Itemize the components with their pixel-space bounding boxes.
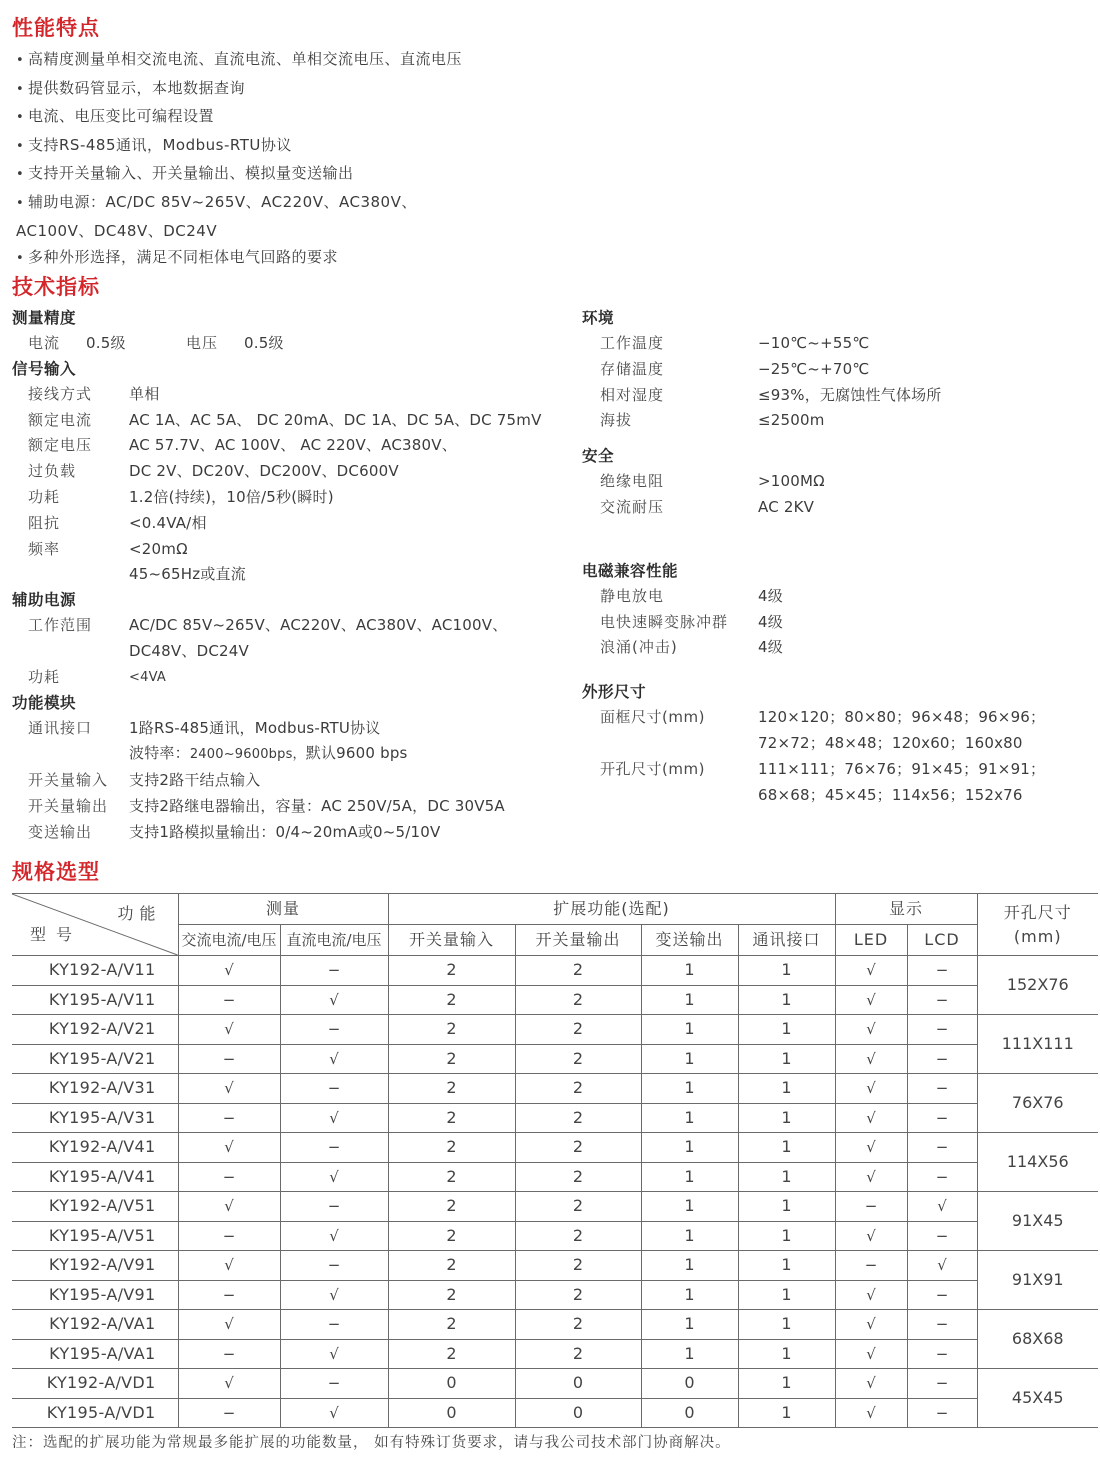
spec-row: 额定电压 AC 57.7V、AC 100V、 AC 220V、AC380V、 — [28, 436, 457, 455]
emc-title: 电磁兼容性能 — [582, 561, 679, 580]
ac-cell: √ — [178, 1192, 280, 1222]
led-cell: √ — [835, 1044, 907, 1074]
model-cell: KY195-A/VD1 — [12, 1398, 178, 1428]
led-cell: √ — [835, 1398, 907, 1428]
ac-cell: − — [178, 1044, 280, 1074]
dc-cell: − — [280, 1369, 388, 1399]
feature-item: • 多种外形选择，满足不同柜体电气回路的要求 — [16, 244, 576, 273]
specs-right-column — [582, 306, 1092, 808]
spec-row: 工作温度 −10℃~+55℃ — [600, 334, 870, 352]
led-cell: √ — [835, 1133, 907, 1163]
spec-row: 功耗 <4VA — [28, 667, 166, 686]
ao-cell: 1 — [641, 1015, 738, 1045]
lcd-cell: √ — [907, 1251, 977, 1281]
di-cell: 2 — [388, 956, 515, 986]
comm-cell: 1 — [738, 1162, 835, 1192]
dc-cell: √ — [280, 1162, 388, 1192]
spec-row: 开关量输出 支持2路继电器输出，容量：AC 250V/5A，DC 30V5A — [28, 796, 505, 815]
led-cell: − — [835, 1251, 907, 1281]
lcd-cell: − — [907, 1162, 977, 1192]
lcd-cell: − — [907, 1310, 977, 1340]
ao-cell: 0 — [641, 1398, 738, 1428]
do-cell: 2 — [515, 1251, 641, 1281]
model-cell: KY195-A/V51 — [12, 1221, 178, 1251]
lcd-cell: √ — [907, 1192, 977, 1222]
spec-row: 变送输出 支持1路模拟量输出：0/4~20mA或0~5/10V — [28, 822, 441, 841]
lcd-cell: − — [907, 1015, 977, 1045]
comm-cell: 1 — [738, 1103, 835, 1133]
spec-row: 阻抗 <0.4VA/相 — [28, 513, 207, 532]
comm-cell: 1 — [738, 985, 835, 1015]
header-cutout: 开孔尺寸 (mm) — [977, 894, 1098, 956]
signal-input-title: 信号输入 — [12, 359, 77, 378]
spec-row: 通讯接口 1路RS-485通讯，Modbus-RTU协议 — [28, 718, 381, 737]
header-diagonal-cell — [12, 894, 178, 956]
comm-cell: 1 — [738, 1192, 835, 1222]
do-cell: 2 — [515, 1015, 641, 1045]
di-cell: 2 — [388, 1133, 515, 1163]
ao-cell: 1 — [641, 1192, 738, 1222]
ao-cell: 1 — [641, 1162, 738, 1192]
cutout-cell: 68X68 — [977, 1310, 1098, 1369]
features-heading: 性能特点 — [12, 16, 100, 40]
di-cell: 2 — [388, 1192, 515, 1222]
table-row — [12, 1398, 1098, 1428]
di-cell: 2 — [388, 1074, 515, 1104]
spec-row: 额定电流 AC 1A、AC 5A、 DC 20mA、DC 1A、DC 5A、DC 75mV — [28, 410, 542, 429]
lcd-cell: − — [907, 956, 977, 986]
dc-cell: √ — [280, 1280, 388, 1310]
function-module-title: 功能模块 — [12, 693, 77, 712]
table-row — [12, 1310, 1098, 1340]
ac-cell: √ — [178, 956, 280, 986]
lcd-cell: − — [907, 985, 977, 1015]
comm-cell: 1 — [738, 1339, 835, 1369]
lcd-cell: − — [907, 1074, 977, 1104]
spec-row: 频率 <20mΩ — [28, 539, 188, 558]
di-cell: 2 — [388, 1044, 515, 1074]
ao-cell: 1 — [641, 1310, 738, 1340]
ac-cell: − — [178, 1339, 280, 1369]
di-cell: 2 — [388, 1015, 515, 1045]
spec-row: 开孔尺寸(mm) 111×111；76×76；91×45；91×91； — [600, 759, 1046, 778]
do-cell: 2 — [515, 1310, 641, 1340]
dc-cell: − — [280, 1015, 388, 1045]
ao-cell: 1 — [641, 1221, 738, 1251]
di-cell: 2 — [388, 1103, 515, 1133]
dc-cell: √ — [280, 1221, 388, 1251]
comm-cell: 1 — [738, 1310, 835, 1340]
spec-row: 接线方式 单相 — [28, 384, 160, 403]
led-cell: √ — [835, 1310, 907, 1340]
di-cell: 0 — [388, 1369, 515, 1399]
header-ao: 变送输出 — [641, 925, 738, 956]
spec-row: 过负载 DC 2V、DC20V、DC200V、DC600V — [28, 462, 399, 481]
led-cell: √ — [835, 1103, 907, 1133]
table-row — [12, 1162, 1098, 1192]
cutout-cell: 91X91 — [977, 1251, 1098, 1310]
do-cell: 2 — [515, 1103, 641, 1133]
header-comm: 通讯接口 — [738, 925, 835, 956]
ac-cell: − — [178, 1103, 280, 1133]
do-cell: 2 — [515, 1074, 641, 1104]
specs-left-column — [12, 306, 582, 846]
ac-cell: − — [178, 1280, 280, 1310]
ao-cell: 1 — [641, 1251, 738, 1281]
do-cell: 2 — [515, 1339, 641, 1369]
ac-cell: √ — [178, 1133, 280, 1163]
current-accuracy: 0.5级 — [86, 334, 126, 352]
table-row — [12, 1280, 1098, 1310]
di-cell: 2 — [388, 985, 515, 1015]
ac-cell: √ — [178, 1310, 280, 1340]
cutout-cell: 45X45 — [977, 1369, 1098, 1428]
spec-row: 68×68；45×45；114x56；152x76 — [758, 785, 1023, 804]
cutout-cell: 76X76 — [977, 1074, 1098, 1133]
led-cell: √ — [835, 1221, 907, 1251]
model-cell: KY192-A/VD1 — [12, 1369, 178, 1399]
spec-row: 工作范围 AC/DC 85V~265V、AC220V、AC380V、AC100V、 — [28, 616, 508, 635]
table-row — [12, 1192, 1098, 1222]
model-cell: KY195-A/V41 — [12, 1162, 178, 1192]
header-display: 显示 — [835, 894, 977, 925]
spec-row: 静电放电 4级 — [600, 586, 783, 605]
spec-row: 交流耐压 AC 2KV — [600, 497, 815, 516]
ac-cell: − — [178, 1398, 280, 1428]
table-row — [12, 1044, 1098, 1074]
bullet-icon: • — [16, 195, 25, 211]
accuracy-title: 测量精度 — [12, 309, 77, 327]
model-cell: KY195-A/V21 — [12, 1044, 178, 1074]
dc-cell: √ — [280, 1398, 388, 1428]
do-cell: 2 — [515, 956, 641, 986]
specs-heading: 技术指标 — [12, 275, 100, 299]
ao-cell: 1 — [641, 1133, 738, 1163]
dc-cell: − — [280, 1133, 388, 1163]
dc-cell: − — [280, 1192, 388, 1222]
comm-cell: 1 — [738, 1251, 835, 1281]
led-cell: √ — [835, 1162, 907, 1192]
feature-item: • 提供数码管显示，本地数据查询 — [16, 75, 576, 104]
table-row — [12, 1339, 1098, 1369]
dc-cell: − — [280, 1310, 388, 1340]
table-row — [12, 1251, 1098, 1281]
di-cell: 2 — [388, 1280, 515, 1310]
header-lcd: LCD — [907, 925, 977, 956]
dimensions-title: 外形尺寸 — [582, 683, 647, 702]
model-cell: KY195-A/VA1 — [12, 1339, 178, 1369]
safety-title: 安全 — [582, 447, 615, 466]
bullet-icon: • — [16, 167, 25, 183]
ac-cell: − — [178, 1221, 280, 1251]
header-do: 开关量输出 — [515, 925, 641, 956]
header-dc: 直流电流/电压 — [280, 925, 388, 956]
bullet-icon: • — [16, 251, 25, 267]
led-cell: √ — [835, 1369, 907, 1399]
spec-row: 波特率：2400~9600bps，默认9600 bps — [129, 744, 408, 763]
header-function: 功能 — [117, 904, 162, 923]
comm-cell: 1 — [738, 1074, 835, 1104]
table-row — [12, 1103, 1098, 1133]
model-cell: KY192-A/V51 — [12, 1192, 178, 1222]
lcd-cell: − — [907, 1280, 977, 1310]
lcd-cell: − — [907, 1044, 977, 1074]
comm-cell: 1 — [738, 956, 835, 986]
features-list — [16, 46, 576, 273]
model-cell: KY192-A/V21 — [12, 1015, 178, 1045]
dc-cell: √ — [280, 985, 388, 1015]
table-row — [12, 1221, 1098, 1251]
led-cell: − — [835, 1192, 907, 1222]
feature-item-continuation: AC100V、DC48V、DC24V — [16, 221, 218, 240]
led-cell: √ — [835, 1280, 907, 1310]
comm-cell: 1 — [738, 1133, 835, 1163]
ao-cell: 1 — [641, 956, 738, 986]
cutout-cell: 91X45 — [977, 1192, 1098, 1251]
voltage-label: 电压 — [186, 334, 219, 352]
dc-cell: √ — [280, 1044, 388, 1074]
feature-item: • 支持开关量输入、开关量输出、模拟量变送输出 — [16, 160, 576, 189]
model-cell: KY192-A/VA1 — [12, 1310, 178, 1340]
table-row — [12, 1074, 1098, 1104]
header-ac: 交流电流/电压 — [178, 925, 280, 956]
ao-cell: 0 — [641, 1369, 738, 1399]
table-row — [12, 956, 1098, 986]
ac-cell: √ — [178, 1015, 280, 1045]
spec-row: 存储温度 −25℃~+70℃ — [600, 359, 870, 378]
ao-cell: 1 — [641, 1339, 738, 1369]
led-cell: √ — [835, 956, 907, 986]
model-cell: KY195-A/V91 — [12, 1280, 178, 1310]
comm-cell: 1 — [738, 1015, 835, 1045]
comm-cell: 1 — [738, 1044, 835, 1074]
cutout-cell: 152X76 — [977, 956, 1098, 1015]
spec-row: 开关量输入 支持2路干结点输入 — [28, 771, 261, 790]
lcd-cell: − — [907, 1339, 977, 1369]
dc-cell: − — [280, 956, 388, 986]
di-cell: 2 — [388, 1251, 515, 1281]
model-cell: KY195-A/V31 — [12, 1103, 178, 1133]
do-cell: 2 — [515, 1133, 641, 1163]
do-cell: 2 — [515, 1221, 641, 1251]
led-cell: √ — [835, 1339, 907, 1369]
current-label: 电流 — [28, 334, 61, 352]
spec-row: DC48V、DC24V — [129, 641, 249, 660]
cutout-cell: 111X111 — [977, 1015, 1098, 1074]
header-model: 型号 — [30, 925, 83, 944]
model-cell: KY192-A/V11 — [12, 956, 178, 986]
table-row — [12, 1369, 1098, 1399]
do-cell: 0 — [515, 1398, 641, 1428]
header-measure: 测量 — [178, 894, 388, 925]
ac-cell: √ — [178, 1369, 280, 1399]
comm-cell: 1 — [738, 1369, 835, 1399]
header-led: LED — [835, 925, 907, 956]
footnote: 注：选配的扩展功能为常规最多能扩展的功能数量， 如有特殊订货要求，请与我公司技术部门协商解决。 — [12, 1435, 731, 1451]
spec-row: 72×72；48×48；120x60；160x80 — [758, 733, 1023, 752]
spec-row: 绝缘电阻 >100MΩ — [600, 472, 825, 491]
do-cell: 2 — [515, 985, 641, 1015]
lcd-cell: − — [907, 1369, 977, 1399]
dc-cell: − — [280, 1074, 388, 1104]
do-cell: 0 — [515, 1369, 641, 1399]
spec-row: 功耗 1.2倍(持续)，10倍/5秒(瞬时) — [28, 487, 334, 506]
led-cell: √ — [835, 985, 907, 1015]
do-cell: 2 — [515, 1162, 641, 1192]
led-cell: √ — [835, 1015, 907, 1045]
di-cell: 2 — [388, 1310, 515, 1340]
spec-row: 海拔 ≤2500m — [600, 411, 825, 430]
lcd-cell: − — [907, 1133, 977, 1163]
spec-row: 相对湿度 ≤93%，无腐蚀性气体场所 — [600, 385, 942, 404]
spec-row: 浪涌(冲击) 4级 — [600, 638, 783, 657]
environment-title: 环境 — [582, 309, 615, 327]
ac-cell: √ — [178, 1074, 280, 1104]
feature-item: • 支持RS-485通讯，Modbus-RTU协议 — [16, 132, 576, 161]
ac-cell: − — [178, 985, 280, 1015]
spec-row: 电快速瞬变脉冲群 4级 — [600, 612, 783, 631]
aux-power-title: 辅助电源 — [12, 591, 77, 610]
model-cell: KY192-A/V91 — [12, 1251, 178, 1281]
ao-cell: 1 — [641, 1044, 738, 1074]
spec-row: 面框尺寸(mm) 120×120；80×80；96×48；96×96； — [600, 708, 1046, 727]
ac-cell: √ — [178, 1251, 280, 1281]
bullet-icon: • — [16, 81, 25, 97]
di-cell: 2 — [388, 1162, 515, 1192]
ac-cell: − — [178, 1162, 280, 1192]
model-cell: KY192-A/V31 — [12, 1074, 178, 1104]
ao-cell: 1 — [641, 1280, 738, 1310]
model-cell: KY195-A/V11 — [12, 985, 178, 1015]
comm-cell: 1 — [738, 1280, 835, 1310]
feature-item: • 电流、电压变比可编程设置 — [16, 103, 576, 132]
table-row — [12, 1133, 1098, 1163]
ao-cell: 1 — [641, 1103, 738, 1133]
bullet-icon: • — [16, 138, 25, 154]
do-cell: 2 — [515, 1192, 641, 1222]
accuracy-row — [12, 331, 582, 357]
model-cell: KY192-A/V41 — [12, 1133, 178, 1163]
cutout-cell: 114X56 — [977, 1133, 1098, 1192]
selection-heading: 规格选型 — [12, 860, 100, 884]
table-row — [12, 985, 1098, 1015]
ao-cell: 1 — [641, 985, 738, 1015]
led-cell: √ — [835, 1074, 907, 1104]
header-expansion: 扩展功能(选配) — [388, 894, 835, 925]
do-cell: 2 — [515, 1280, 641, 1310]
do-cell: 2 — [515, 1044, 641, 1074]
comm-cell: 1 — [738, 1398, 835, 1428]
di-cell: 2 — [388, 1221, 515, 1251]
bullet-icon: • — [16, 110, 25, 126]
lcd-cell: − — [907, 1221, 977, 1251]
dc-cell: − — [280, 1251, 388, 1281]
voltage-accuracy: 0.5级 — [244, 334, 284, 352]
spec-row: 45~65Hz或直流 — [129, 565, 246, 584]
ao-cell: 1 — [641, 1074, 738, 1104]
dc-cell: √ — [280, 1103, 388, 1133]
di-cell: 0 — [388, 1398, 515, 1428]
bullet-icon: • — [16, 53, 25, 68]
selection-table — [12, 893, 1098, 1428]
table-row — [12, 1015, 1098, 1045]
feature-item: • 辅助电源：AC/DC 85V~265V、AC220V、AC380V、 — [16, 189, 576, 218]
feature-item: • 高精度测量单相交流电流、直流电流、单相交流电压、直流电压 — [16, 46, 576, 75]
di-cell: 2 — [388, 1339, 515, 1369]
lcd-cell: − — [907, 1398, 977, 1428]
comm-cell: 1 — [738, 1221, 835, 1251]
dc-cell: √ — [280, 1339, 388, 1369]
lcd-cell: − — [907, 1103, 977, 1133]
header-di: 开关量输入 — [388, 925, 515, 956]
selection-table-body — [12, 956, 1098, 1428]
